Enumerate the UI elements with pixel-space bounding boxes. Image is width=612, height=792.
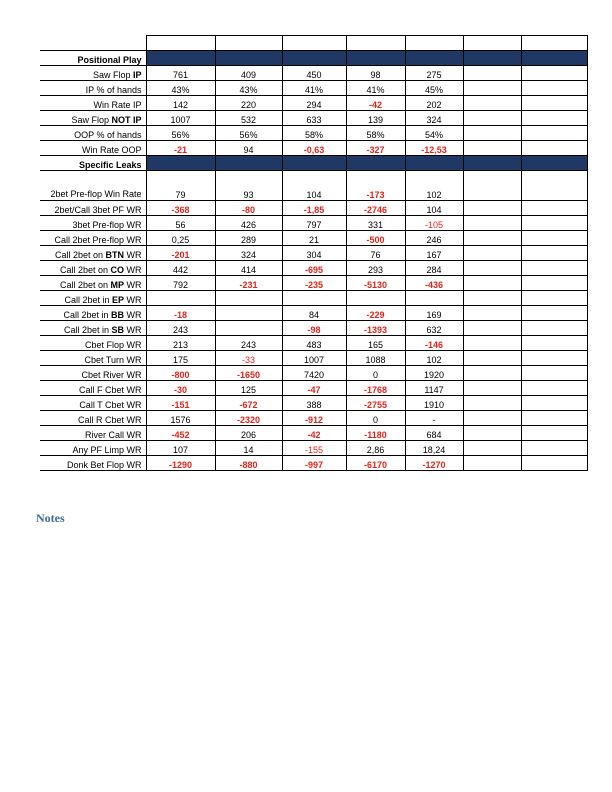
- empty-cell: [463, 396, 521, 411]
- row-label-text: WR: [124, 280, 142, 290]
- value-cell: 792: [146, 276, 215, 291]
- value-cell: 324: [215, 246, 282, 261]
- row-label: [40, 276, 146, 291]
- row-label: [40, 141, 146, 156]
- value-cell: -1393: [346, 321, 405, 336]
- value-cell: -327: [346, 141, 405, 156]
- value-cell: -42: [282, 426, 346, 441]
- row-label: [40, 171, 146, 201]
- stat-row: [40, 231, 587, 246]
- row-label: [40, 336, 146, 351]
- empty-cell: [463, 411, 521, 426]
- value-cell: -2755: [346, 396, 405, 411]
- stat-row: [40, 291, 587, 306]
- empty-cell: [521, 411, 587, 426]
- value-cell: -6170: [346, 456, 405, 471]
- row-label-text: Saw Flop: [71, 115, 112, 125]
- empty-cell: [521, 66, 587, 81]
- value-cell: [346, 291, 405, 306]
- corner-cell: [40, 36, 146, 51]
- value-cell: -80: [215, 201, 282, 216]
- stat-row: [40, 246, 587, 261]
- stat-row: [40, 81, 587, 96]
- row-label-text: Call 2bet in: [64, 295, 112, 305]
- empty-cell: [521, 126, 587, 141]
- value-cell: -1290: [146, 456, 215, 471]
- section-fill-cell: [215, 156, 282, 171]
- header-cell: [146, 36, 215, 51]
- empty-cell: [463, 81, 521, 96]
- value-cell: 18,24: [405, 441, 463, 456]
- row-label: [40, 441, 146, 456]
- row-label-text: Call R Cbet WR: [77, 415, 142, 425]
- empty-cell: [463, 456, 521, 471]
- row-label-text: WR: [124, 295, 142, 305]
- value-cell: -1768: [346, 381, 405, 396]
- value-cell: 167: [405, 246, 463, 261]
- section-fill-cell: [463, 51, 521, 66]
- value-cell: 14: [215, 441, 282, 456]
- row-label: [40, 201, 146, 216]
- value-cell: -98: [282, 321, 346, 336]
- value-cell: 331: [346, 216, 405, 231]
- value-cell: -105: [405, 216, 463, 231]
- value-cell: -173: [346, 171, 405, 201]
- empty-cell: [521, 291, 587, 306]
- row-label-text: WR: [124, 265, 142, 275]
- value-cell: -: [405, 411, 463, 426]
- value-cell: -155: [282, 441, 346, 456]
- value-cell: -1180: [346, 426, 405, 441]
- row-label-text: 2bet Pre-flop Win Rate: [50, 189, 142, 199]
- row-label-text: Call 2bet on: [54, 250, 106, 260]
- stat-row: [40, 276, 587, 291]
- stat-row: [40, 96, 587, 111]
- empty-cell: [521, 216, 587, 231]
- value-cell: 483: [282, 336, 346, 351]
- value-cell: 1088: [346, 351, 405, 366]
- value-cell: 43%: [215, 81, 282, 96]
- value-cell: -1650: [215, 366, 282, 381]
- value-cell: -672: [215, 396, 282, 411]
- empty-cell: [521, 396, 587, 411]
- section-title: Positional Play: [40, 51, 146, 66]
- stat-row: [40, 456, 587, 471]
- row-label: [40, 231, 146, 246]
- empty-cell: [463, 306, 521, 321]
- row-label-text: Win Rate OOP: [81, 145, 142, 155]
- row-label-text: Call T Cbet WR: [79, 400, 142, 410]
- value-cell: 388: [282, 396, 346, 411]
- empty-cell: [521, 261, 587, 276]
- value-cell: 142: [146, 96, 215, 111]
- stat-row: [40, 441, 587, 456]
- row-label: [40, 381, 146, 396]
- stat-row: [40, 411, 587, 426]
- value-cell: -800: [146, 366, 215, 381]
- value-cell: 43%: [146, 81, 215, 96]
- value-cell: 684: [405, 426, 463, 441]
- row-label: [40, 366, 146, 381]
- empty-cell: [463, 321, 521, 336]
- stat-row: [40, 306, 587, 321]
- empty-cell: [521, 141, 587, 156]
- stat-row: [40, 336, 587, 351]
- header-cell: [346, 36, 405, 51]
- row-label: [40, 396, 146, 411]
- value-cell: 94: [215, 141, 282, 156]
- value-cell: 21: [282, 231, 346, 246]
- value-cell: -231: [215, 276, 282, 291]
- empty-cell: [463, 201, 521, 216]
- row-label: [40, 126, 146, 141]
- value-cell: -21: [146, 141, 215, 156]
- value-cell: [282, 291, 346, 306]
- value-cell: [146, 291, 215, 306]
- empty-cell: [521, 381, 587, 396]
- row-label: [40, 246, 146, 261]
- value-cell: 414: [215, 261, 282, 276]
- row-label-text: Donk Bet Flop WR: [66, 460, 142, 470]
- value-cell: -33: [215, 351, 282, 366]
- value-cell: 1007: [282, 351, 346, 366]
- value-cell: 294: [282, 96, 346, 111]
- value-cell: 139: [346, 111, 405, 126]
- value-cell: -146: [405, 336, 463, 351]
- header-cell: [463, 36, 521, 51]
- row-label: [40, 111, 146, 126]
- row-label: [40, 261, 146, 276]
- value-cell: -12,53: [405, 141, 463, 156]
- row-label-text: Call 2bet Pre-flop WR: [54, 235, 142, 245]
- empty-cell: [521, 276, 587, 291]
- row-label-emphasis: BB: [111, 310, 124, 320]
- value-cell: -695: [282, 261, 346, 276]
- row-label-emphasis: NOT IP: [111, 115, 142, 125]
- stat-row: [40, 66, 587, 81]
- value-cell: -30: [146, 381, 215, 396]
- row-label: [40, 411, 146, 426]
- value-cell: 0: [346, 411, 405, 426]
- section-fill-cell: [282, 156, 346, 171]
- row-label: [40, 291, 146, 306]
- section-fill-cell: [346, 51, 405, 66]
- empty-cell: [463, 171, 521, 201]
- stats-sheet-body: [40, 36, 587, 471]
- value-cell: 54%: [405, 126, 463, 141]
- empty-cell: [521, 426, 587, 441]
- value-cell: 41%: [282, 81, 346, 96]
- empty-cell: [521, 171, 587, 201]
- header-cell: [405, 36, 463, 51]
- empty-cell: [463, 231, 521, 246]
- empty-cell: [521, 246, 587, 261]
- stat-row: [40, 126, 587, 141]
- value-cell: 165: [346, 336, 405, 351]
- empty-cell: [463, 381, 521, 396]
- header-cell: [521, 36, 587, 51]
- row-label-emphasis: CO: [110, 265, 124, 275]
- empty-cell: [521, 231, 587, 246]
- header-row: [40, 36, 587, 51]
- row-label-emphasis: EP: [111, 295, 124, 305]
- value-cell: -42: [346, 96, 405, 111]
- row-label-text: Call F Cbet WR: [78, 385, 142, 395]
- section-fill-cell: [405, 156, 463, 171]
- value-cell: 2,86: [346, 441, 405, 456]
- value-cell: 125: [215, 381, 282, 396]
- empty-cell: [463, 291, 521, 306]
- empty-cell: [463, 336, 521, 351]
- value-cell: 633: [282, 111, 346, 126]
- empty-cell: [521, 111, 587, 126]
- stat-row: [40, 351, 587, 366]
- empty-cell: [463, 366, 521, 381]
- row-label: [40, 66, 146, 81]
- empty-cell: [521, 351, 587, 366]
- empty-cell: [463, 216, 521, 231]
- stat-row: [40, 426, 587, 441]
- section-fill-cell: [146, 156, 215, 171]
- value-cell: -201: [146, 246, 215, 261]
- section-fill-cell: [463, 156, 521, 171]
- section-header-leaks: [40, 156, 587, 171]
- empty-cell: [463, 141, 521, 156]
- value-cell: 1007: [146, 111, 215, 126]
- row-label-emphasis: SB: [111, 325, 124, 335]
- value-cell: [215, 321, 282, 336]
- value-cell: 243: [215, 336, 282, 351]
- value-cell: 206: [215, 426, 282, 441]
- value-cell: -235: [282, 276, 346, 291]
- value-cell: 213: [146, 336, 215, 351]
- value-cell: 58%: [346, 126, 405, 141]
- empty-cell: [463, 261, 521, 276]
- value-cell: 1910: [405, 396, 463, 411]
- empty-cell: [521, 96, 587, 111]
- value-cell: 175: [146, 351, 215, 366]
- value-cell: 0,25: [146, 231, 215, 246]
- row-label: [40, 456, 146, 471]
- stats-sheet: [40, 35, 588, 471]
- section-fill-cell: [146, 51, 215, 66]
- row-label-emphasis: IP: [132, 70, 142, 80]
- value-cell: -500: [346, 231, 405, 246]
- value-cell: 45%: [405, 81, 463, 96]
- empty-cell: [463, 66, 521, 81]
- row-label: [40, 216, 146, 231]
- value-cell: 275: [405, 66, 463, 81]
- value-cell: 41%: [346, 81, 405, 96]
- section-fill-cell: [521, 156, 587, 171]
- row-label-emphasis: MP: [110, 280, 124, 290]
- row-label-text: 2bet/Call 3bet PF WR: [54, 205, 142, 215]
- value-cell: 1147: [405, 381, 463, 396]
- section-fill-cell: [215, 51, 282, 66]
- value-cell: 1920: [405, 366, 463, 381]
- value-cell: -997: [282, 456, 346, 471]
- value-cell: 632: [405, 321, 463, 336]
- value-cell: 220: [215, 96, 282, 111]
- value-cell: 243: [146, 321, 215, 336]
- value-cell: [215, 291, 282, 306]
- value-cell: 409: [215, 66, 282, 81]
- empty-cell: [463, 246, 521, 261]
- section-fill-cell: [282, 51, 346, 66]
- value-cell: -151: [146, 396, 215, 411]
- row-label: [40, 81, 146, 96]
- value-cell: 450: [282, 66, 346, 81]
- value-cell: -452: [146, 426, 215, 441]
- section-fill-cell: [405, 51, 463, 66]
- value-cell: 284: [405, 261, 463, 276]
- row-label-text: WR: [124, 310, 142, 320]
- value-cell: 442: [146, 261, 215, 276]
- value-cell: 107: [146, 441, 215, 456]
- value-cell: 79: [146, 171, 215, 201]
- row-label-text: WR: [124, 250, 142, 260]
- value-cell: 761: [146, 66, 215, 81]
- value-cell: 56%: [215, 126, 282, 141]
- stat-row: [40, 201, 587, 216]
- stat-row: [40, 396, 587, 411]
- section-title: Specific Leaks: [40, 156, 146, 171]
- empty-cell: [463, 111, 521, 126]
- section-header-positional: [40, 51, 587, 66]
- empty-cell: [521, 456, 587, 471]
- stat-row: [40, 261, 587, 276]
- value-cell: 104: [405, 201, 463, 216]
- row-label-text: OOP % of hands: [74, 130, 142, 140]
- empty-cell: [521, 441, 587, 456]
- row-label-emphasis: BTN: [105, 250, 124, 260]
- value-cell: 76: [346, 246, 405, 261]
- value-cell: 426: [215, 216, 282, 231]
- value-cell: 532: [215, 111, 282, 126]
- empty-cell: [521, 321, 587, 336]
- empty-cell: [463, 441, 521, 456]
- row-label-text: 3bet Pre-flop WR: [72, 220, 142, 230]
- value-cell: 7420: [282, 366, 346, 381]
- row-label-text: Cbet Turn WR: [84, 355, 142, 365]
- value-cell: 324: [405, 111, 463, 126]
- row-label-text: Call 2bet in: [63, 310, 111, 320]
- value-cell: -18: [146, 306, 215, 321]
- row-label: [40, 426, 146, 441]
- empty-cell: [521, 306, 587, 321]
- value-cell: 102: [405, 171, 463, 201]
- row-label-text: IP % of hands: [85, 85, 142, 95]
- value-cell: 56: [146, 216, 215, 231]
- row-label: [40, 96, 146, 111]
- value-cell: 293: [346, 261, 405, 276]
- value-cell: 84: [282, 306, 346, 321]
- value-cell: -1,85: [282, 201, 346, 216]
- value-cell: 304: [282, 246, 346, 261]
- value-cell: -5130: [346, 276, 405, 291]
- empty-cell: [521, 81, 587, 96]
- value-cell: 104: [282, 171, 346, 201]
- value-cell: -912: [282, 411, 346, 426]
- value-cell: -1270: [405, 456, 463, 471]
- row-label-text: Any PF Limp WR: [72, 445, 142, 455]
- row-label: [40, 351, 146, 366]
- value-cell: 202: [405, 96, 463, 111]
- row-label-text: Cbet Flop WR: [84, 340, 142, 350]
- empty-cell: [521, 201, 587, 216]
- value-cell: [215, 306, 282, 321]
- row-label-text: River Call WR: [84, 430, 142, 440]
- value-cell: 797: [282, 216, 346, 231]
- stat-row: [40, 111, 587, 126]
- value-cell: 98: [346, 66, 405, 81]
- empty-cell: [463, 351, 521, 366]
- section-fill-cell: [346, 156, 405, 171]
- empty-cell: [463, 126, 521, 141]
- value-cell: 289: [215, 231, 282, 246]
- row-label: [40, 321, 146, 336]
- row-label-text: Call 2bet on: [59, 265, 111, 275]
- value-cell: 102: [405, 351, 463, 366]
- empty-cell: [463, 96, 521, 111]
- row-label-text: Saw Flop: [92, 70, 133, 80]
- value-cell: -880: [215, 456, 282, 471]
- notes-heading: Notes: [36, 511, 65, 525]
- value-cell: 56%: [146, 126, 215, 141]
- value-cell: 58%: [282, 126, 346, 141]
- row-label-text: Win Rate IP: [93, 100, 142, 110]
- value-cell: -368: [146, 201, 215, 216]
- value-cell: 1576: [146, 411, 215, 426]
- value-cell: 246: [405, 231, 463, 246]
- value-cell: -2320: [215, 411, 282, 426]
- empty-cell: [521, 366, 587, 381]
- value-cell: -0,63: [282, 141, 346, 156]
- stat-row: [40, 141, 587, 156]
- row-label-text: Call 2bet in: [63, 325, 112, 335]
- section-fill-cell: [521, 51, 587, 66]
- value-cell: 169: [405, 306, 463, 321]
- row-label: [40, 306, 146, 321]
- stat-row: [40, 366, 587, 381]
- row-label-text: Cbet River WR: [81, 370, 142, 380]
- row-label-text: WR: [124, 325, 142, 335]
- value-cell: -2746: [346, 201, 405, 216]
- empty-cell: [463, 426, 521, 441]
- value-cell: -436: [405, 276, 463, 291]
- header-cell: [282, 36, 346, 51]
- stat-row: [40, 321, 587, 336]
- empty-cell: [463, 276, 521, 291]
- stat-row: [40, 381, 587, 396]
- value-cell: 93: [215, 171, 282, 201]
- empty-cell: [521, 336, 587, 351]
- header-cell: [215, 36, 282, 51]
- value-cell: [405, 291, 463, 306]
- stat-row: [40, 171, 587, 201]
- row-label-text: Call 2bet on: [59, 280, 111, 290]
- value-cell: -229: [346, 306, 405, 321]
- value-cell: 0: [346, 366, 405, 381]
- stat-row: [40, 216, 587, 231]
- value-cell: -47: [282, 381, 346, 396]
